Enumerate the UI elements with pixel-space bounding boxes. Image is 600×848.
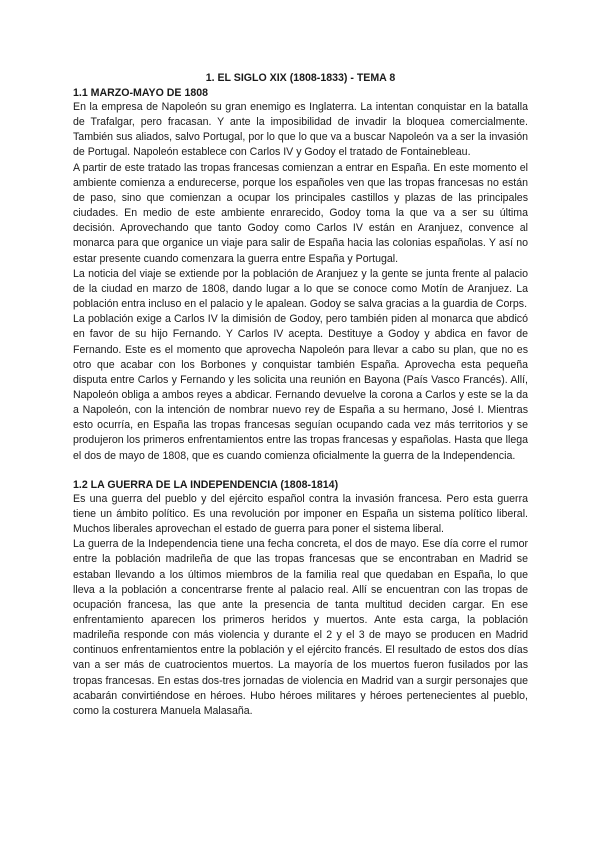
document-title: 1. EL SIGLO XIX (1808-1833) - TEMA 8 xyxy=(205,72,396,84)
paragraph: La noticia del viaje se extiende por la población de Aranjuez y la gente se junta frente al palacio de la ciudad en marzo de 1808, dando lugar a lo que se conoce como Motín de Aranjuez. La población entra incluso en el palacio y le apalean. Godoy se salva gracias a la guardia de Corps. xyxy=(73,267,528,311)
paragraph: La población exige a Carlos IV la dimisión de Godoy, pero también piden al monarca que abdicó en favor de su hijo Fernando. Y Carlos IV acepta. Destituye a Godoy y abdica en favor de Fernando. Este es el momento que aprovecha Napoleón para llevar a cabo su plan, que no es otro que acabar con los Borbones y conquistar también España. Aprovecha esta pequeña disputa entre Carlos y Fernando y les solicita una reunión en Bayona (País Vasco Francés). Allí, Napoleón obliga a ambos reyes a abdicar. Fernando devuelve la corona a Carlos y este se la da a Napoleón, con la intención de nombrar nuevo rey de España a su hermano, José I. Mientras esto ocurría, en España las tropas francesas seguían ocupando cada vez más territorios y se produjeron los primeros enfrentamientos entre las tropas francesas y españolas. Hasta que llega el dos de mayo de 1808, que es cuando comienza oficialmente la guerra de la Independencia. xyxy=(73,313,528,462)
section-heading-marzo-mayo-1808: 1.1 MARZO-MAYO DE 1808 xyxy=(73,87,209,99)
paragraph: La guerra de la Independencia tiene una fecha concreta, el dos de mayo. Ese día corre el rumor entre la población madrileña de que las tropas francesas que se encontraban en Madrid se estaban llevando a los últimos miembros de la familia real que quedaban en España, lo que lleva a la población a concentrarse frente al palacio real. Allí se encuentran con las tropas de ocupación francesa, las que ante la presencia de tanta multitud deciden cargar. En ese enfrentamiento aparecen los primeros heridos y muertos. Ante esta carga, la población madrileña responde con más violencia y durante el 2 y el 3 de mayo se producen en Madrid continuos enfrentamientos entre la población y el ejército francés. El resultado de estos dos días van a ser más de cuatrocientos muertos. La mayoría de los muertos fueron fusilados por las tropas francesas. En estas dos-tres jornadas de violencia en Madrid van a surgir personajes que acabarán convirtiéndose en héroes. Hubo héroes militares y héroes pertenecientes al pueblo, como la costurera Manuela Malasaña. xyxy=(73,538,528,717)
paragraph: Es una guerra del pueblo y del ejército español contra la invasión francesa. Pero esta guerra tiene un ámbito político. Es una revolución por imponer en España un sistema político liberal. Muchos liberales aprovechan el estado de guerra para poner el sistema liberal. xyxy=(73,492,528,536)
paragraph: En la empresa de Napoleón su gran enemigo es Inglaterra. La intentan conquistar en la batalla de Trafalgar, pero fracasan. Y ante la imposibilidad de invadir la bloquea comercialmente. También sus aliados, salvo Portugal, por lo que lo que va a buscar Napoleón va a ser la invasión de Portugal. Napoleón establece con Carlos IV y Godoy el tratado de Fontainebleau. xyxy=(73,101,528,159)
section-heading-guerra-independencia: 1.2 LA GUERRA DE LA INDEPENDENCIA (1808-1814) xyxy=(73,478,339,491)
paragraph: A partir de este tratado las tropas francesas comienzan a entrar en España. En este momento el ambiente comienza a endurecerse, porque los españoles ven que las tropas francesas no están de paso, sino que comienzan a ocupar los principales castillos y plazas de las principales ciudades. En medio de este ambiente enrarecido, Godoy toma la que va a ser su última decisión. Aprovechando que tanto Godoy como Carlos IV están en Aranjuez, convence al monarca para que organice un viaje para salir de España hacia las colonias españolas. Y así no estar presente cuando comenzara la guerra entre España y Portugal. xyxy=(73,161,528,265)
document-page xyxy=(73,72,528,719)
